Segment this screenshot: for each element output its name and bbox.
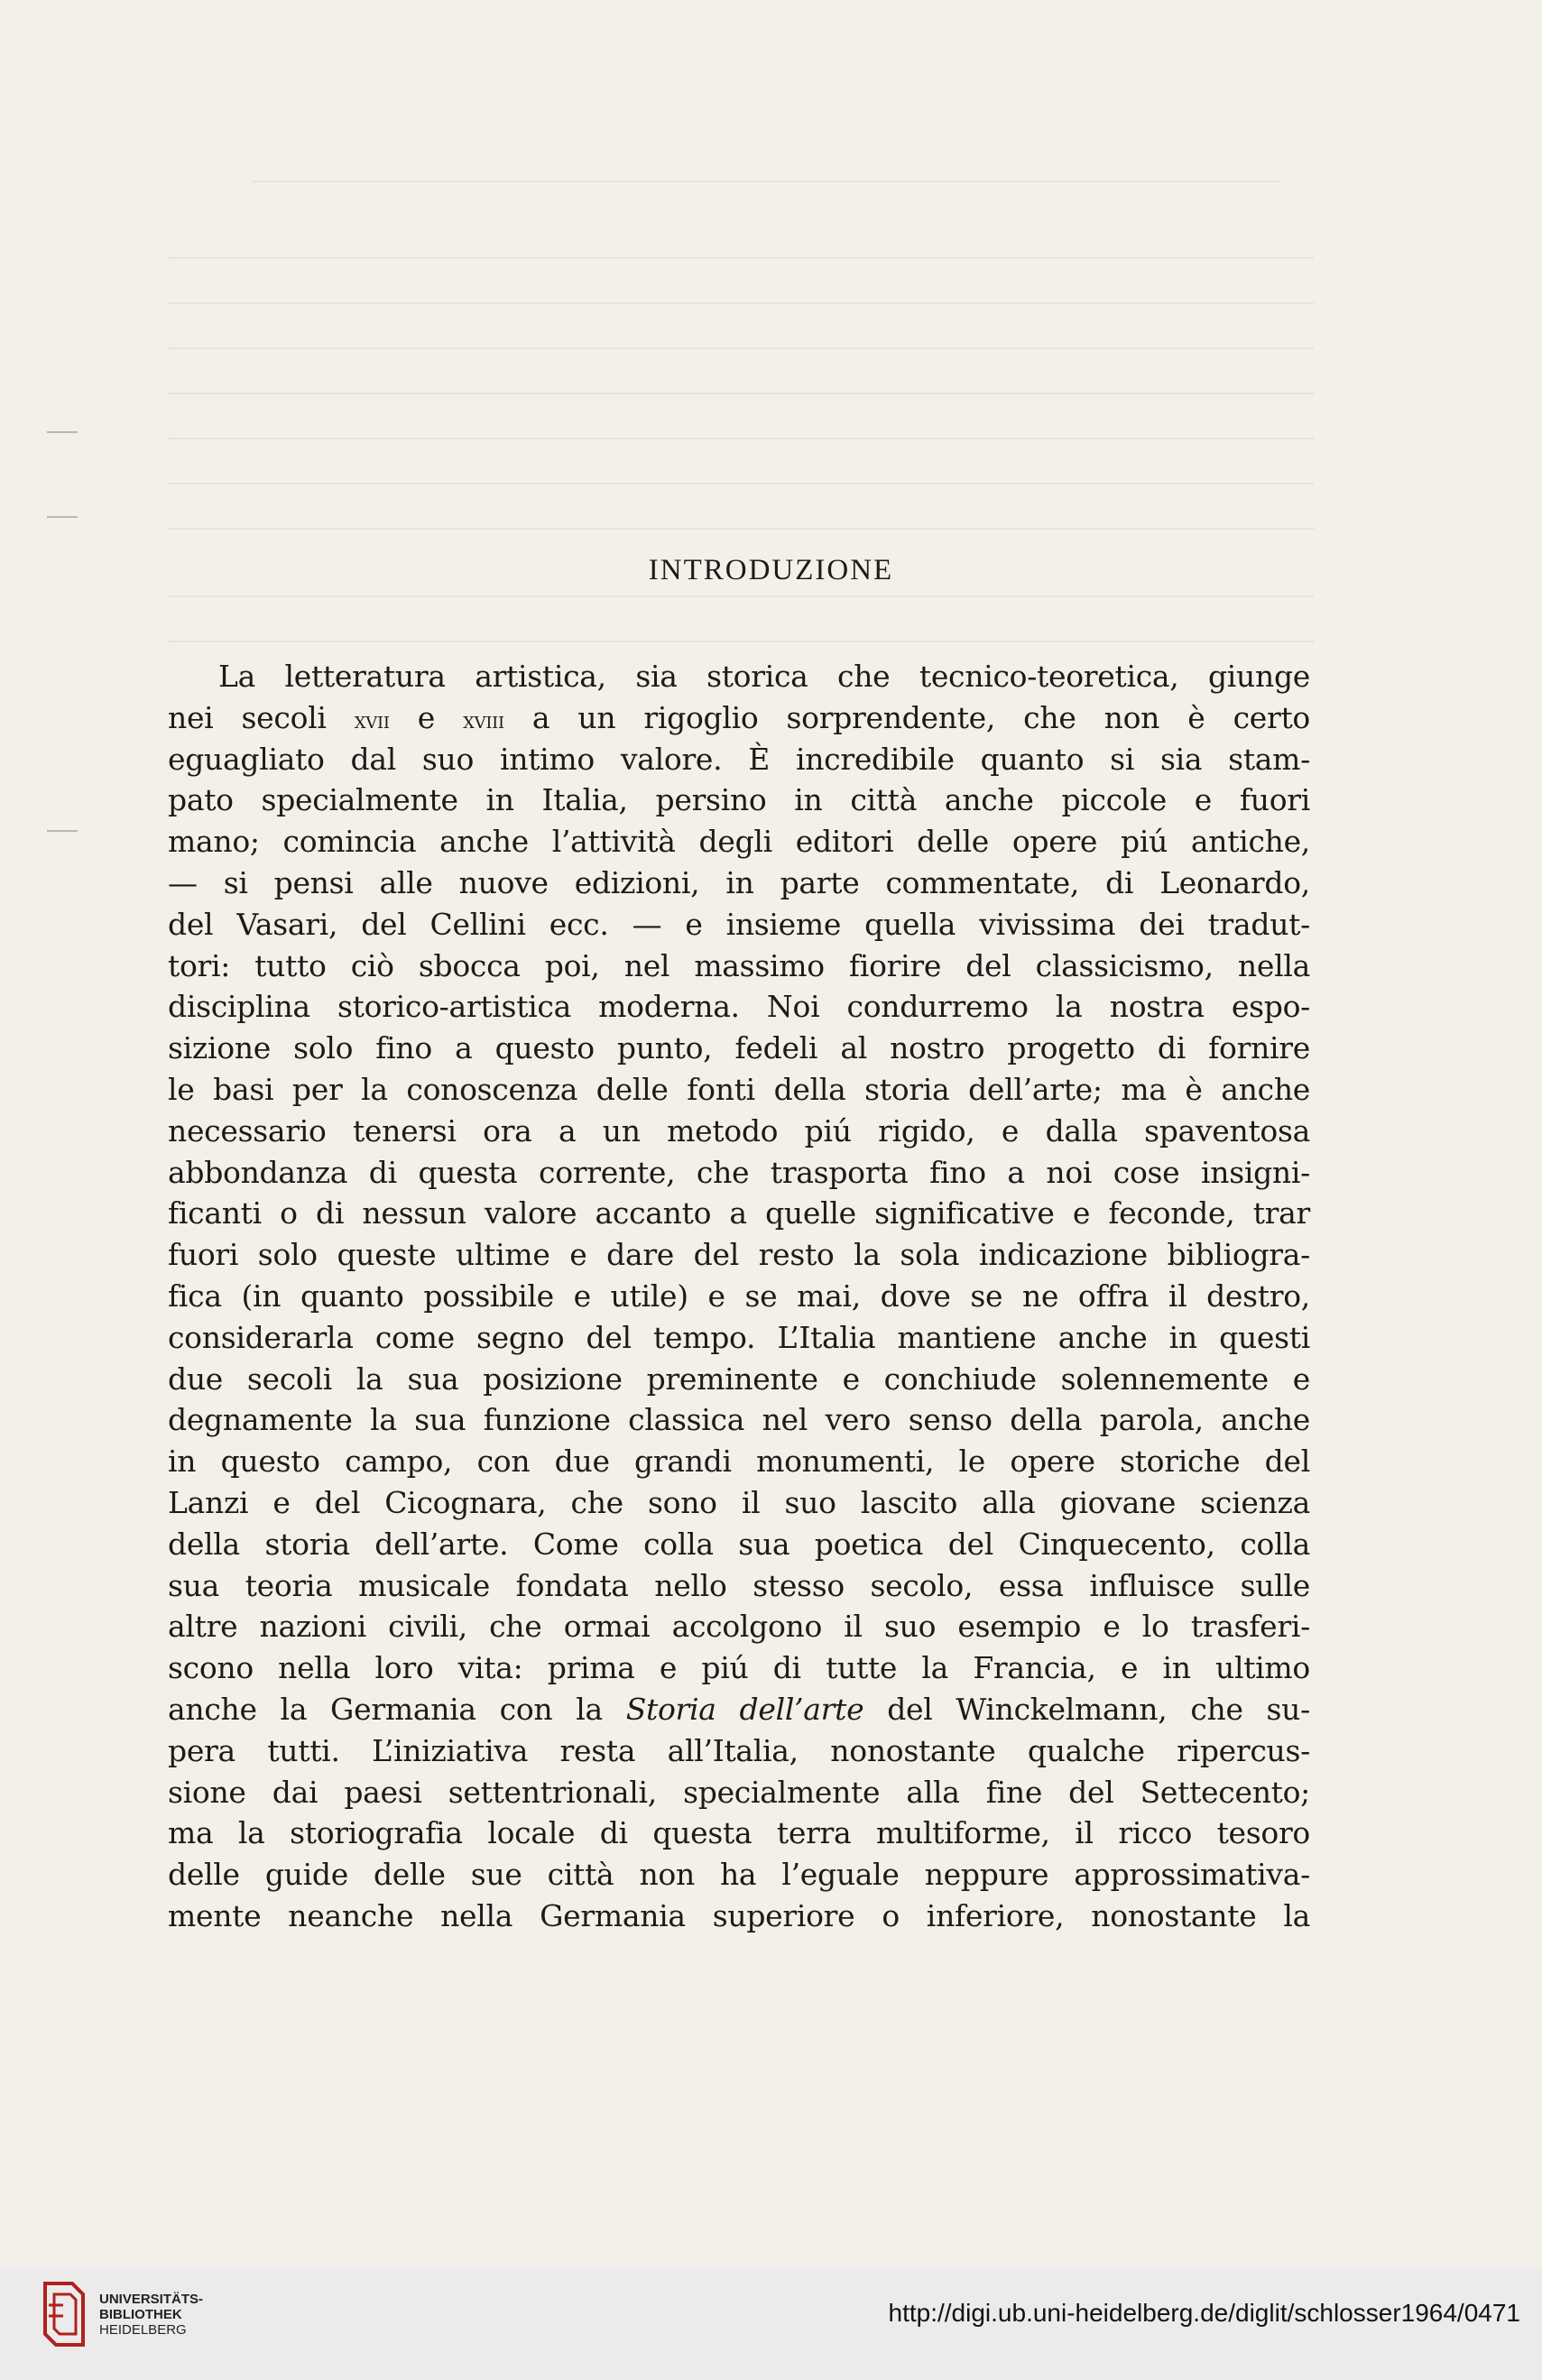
text-line: fica (in quanto possibile e utile) e se mai, dove se ne offra il destro, xyxy=(168,1278,1310,1314)
text-line: due secoli la sua posizione preminente e conchiude solennemente e xyxy=(168,1361,1310,1397)
text-line: ma la storiografia locale di questa terra multiforme, il ricco tesoro xyxy=(168,1815,1310,1851)
library-name-line: UNIVERSITÄTS- xyxy=(99,2292,204,2307)
library-name-line: BIBLIOTHEK xyxy=(99,2307,182,2322)
text-line: in questo campo, con due grandi monumenti, le opere storiche del xyxy=(168,1444,1310,1480)
page-title: INTRODUZIONE xyxy=(648,554,894,586)
text-line: La letteratura artistica, sia storica che tecnico-teoretica, giunge xyxy=(218,659,1310,694)
text-line: fuori solo queste ultime e dare del resto la sola indicazione bibliogra- xyxy=(168,1237,1310,1273)
text-line: abbondanza di questa corrente, che trasporta fino a noi cose insigni- xyxy=(168,1154,1310,1190)
text-line: mano; comincia anche l’attività degli editori delle opere piú antiche, xyxy=(168,824,1310,860)
source-url[interactable]: http://digi.ub.uni-heidelberg.de/diglit/schlosser1964/0471 xyxy=(888,2299,1520,2327)
text-line: anche la Germania con la Storia dell’arte del Winckelmann, che su- xyxy=(168,1691,1310,1727)
text-line: degnamente la sua funzione classica nel vero senso della parola, anche xyxy=(168,1402,1310,1438)
text-line: — si pensi alle nuove edizioni, in parte commentate, di Leonardo, xyxy=(168,864,1310,900)
text-line: eguagliato dal suo intimo valore. È incredibile quanto si sia stam- xyxy=(168,741,1310,777)
library-logo-icon xyxy=(36,2278,92,2350)
text-line: disciplina storico-artistica moderna. Noi condurremo la nostra espo- xyxy=(168,989,1310,1025)
text-line: pera tutti. L’iniziativa resta all’Italia, nonostante qualche ripercus- xyxy=(168,1732,1310,1768)
margin-mark xyxy=(47,830,78,832)
text-line: necessario tenersi ora a un metodo piú rigido, e dalla spaventosa xyxy=(168,1112,1310,1148)
text-line: tori: tutto ciò sbocca poi, nel massimo fiorire del classicismo, nella xyxy=(168,947,1310,983)
library-name-line: HEIDELBERG xyxy=(99,2322,187,2338)
text-line: della storia dell’arte. Come colla sua poetica del Cinquecento, colla xyxy=(168,1526,1310,1562)
text-line: delle guide delle sue città non ha l’eguale neppure approssimativa- xyxy=(168,1857,1310,1893)
text-line: sizione solo fino a questo punto, fedeli al nostro progetto di fornire xyxy=(168,1030,1310,1066)
text-line: ficanti o di nessun valore accanto a quelle significative e feconde, trar xyxy=(168,1195,1310,1232)
text-line: le basi per la conoscenza delle fonti della storia dell’arte; ma è anche xyxy=(168,1071,1310,1107)
text-line: considerarla come segno del tempo. L’Italia mantiene anche in questi xyxy=(168,1319,1310,1355)
text-line: altre nazioni civili, che ormai accolgono il suo esempio e lo trasferi- xyxy=(168,1609,1310,1645)
text-line: sua teoria musicale fondata nello stesso secolo, essa influisce sulle xyxy=(168,1567,1310,1603)
text-line: del Vasari, del Cellini ecc. — e insieme quella vivissima dei tradut- xyxy=(168,906,1310,942)
text-line: Lanzi e del Cicognara, che sono il suo lascito alla giovane scienza xyxy=(168,1484,1310,1520)
text-line: mente neanche nella Germania superiore o inferiore, nonostante la xyxy=(168,1897,1310,1933)
library-name xyxy=(99,2292,203,2338)
text-line: scono nella loro vita: prima e piú di tutte la Francia, e in ultimo xyxy=(168,1650,1310,1686)
margin-mark xyxy=(47,516,78,518)
text-line: sione dai paesi settentrionali, specialmente alla fine del Settecento; xyxy=(168,1774,1310,1810)
body-text xyxy=(168,656,1310,1937)
margin-mark xyxy=(47,431,78,433)
text-line: nei secoli xvii e xviii a un rigoglio sorprendente, che non è certo xyxy=(168,699,1311,735)
text-line: pato specialmente in Italia, persino in città anche piccole e fuori xyxy=(168,782,1310,818)
